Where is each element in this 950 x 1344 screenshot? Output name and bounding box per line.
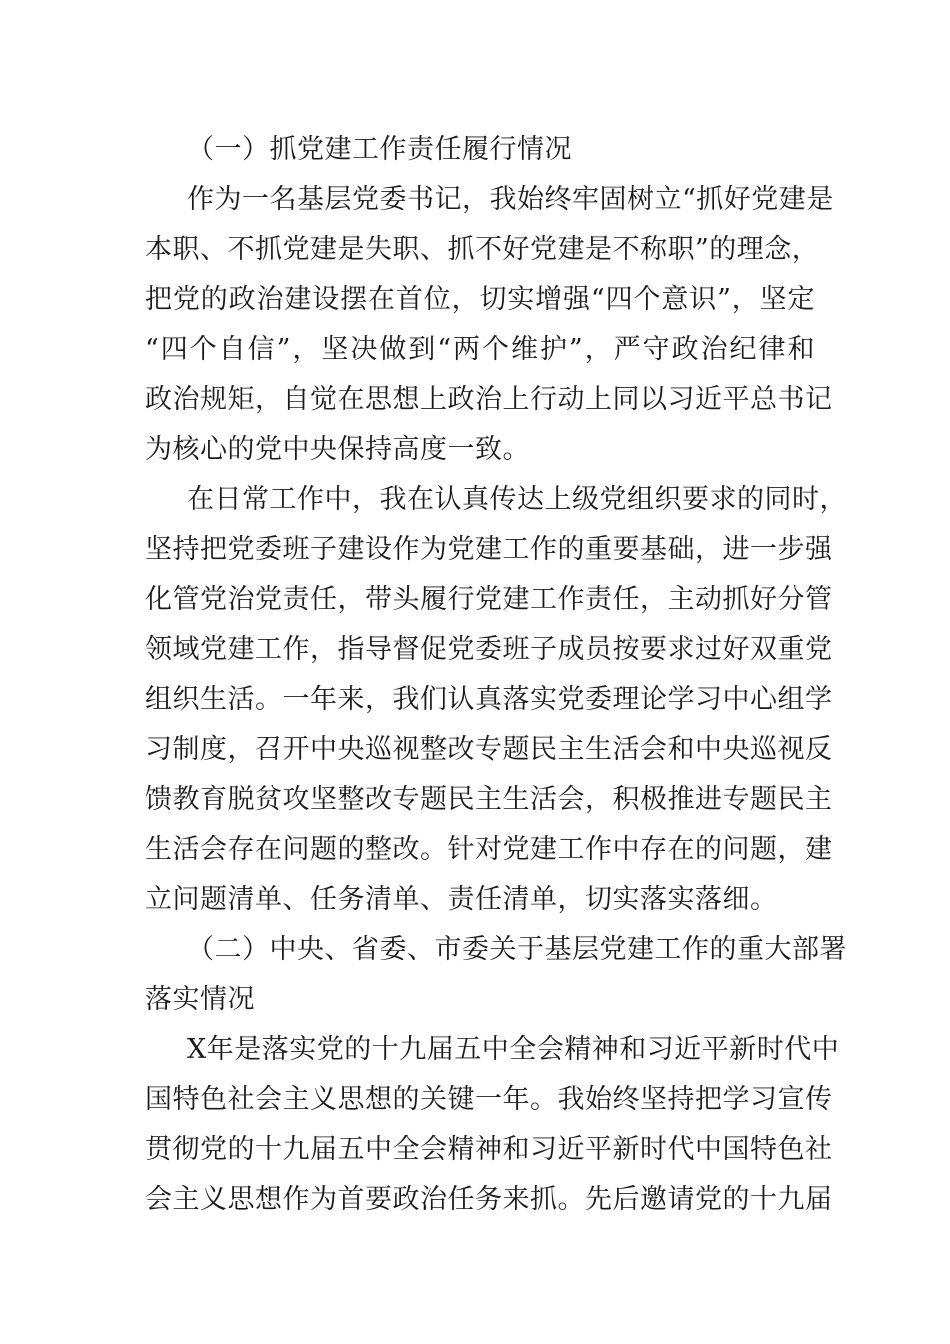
paragraph-3-line-3: 贯彻党的十九届五中全会精神和习近平新时代中国特色社 <box>145 1134 833 1165</box>
paragraph-2-line-2: 坚持把党委班子建设作为党建工作的重要基础，进一步强 <box>145 534 833 565</box>
paragraph-1-line-3: 把党的政治建设摆在首位，切实增强“四个意识”，坚定 <box>145 284 815 315</box>
paragraph-2-line-7: 馈教育脱贫攻坚整改专题民主生活会，积极推进专题民主 <box>145 784 833 815</box>
section-heading-2-line-1: （二）中央、省委、市委关于基层党建工作的重大部署 <box>187 934 847 965</box>
paragraph-1-line-1: 作为一名基层党委书记，我始终牢固树立“抓好党建是 <box>187 184 834 215</box>
paragraph-2-line-9: 立问题清单、任务清单、责任清单，切实落实落细。 <box>145 884 778 915</box>
paragraph-2-line-6: 习制度，召开中央巡视整改专题民主生活会和中央巡视反 <box>145 734 833 765</box>
paragraph-1-line-6: 为核心的党中央保持高度一致。 <box>145 434 530 465</box>
section-heading-2-line-2: 落实情况 <box>145 984 255 1015</box>
paragraph-2-line-3: 化管党治党责任，带头履行党建工作责任，主动抓好分管 <box>145 584 833 615</box>
paragraph-2-line-1: 在日常工作中，我在认真传达上级党组织要求的同时， <box>187 484 847 515</box>
paragraph-1-line-2: 本职、不抓党建是失职、抓不好党建是不称职”的理念， <box>145 234 820 265</box>
section-heading-1: （一）抓党建工作责任履行情况 <box>187 134 572 165</box>
paragraph-2-line-5: 组织生活。一年来，我们认真落实党委理论学习中心组学 <box>145 684 833 715</box>
paragraph-1-line-4: “四个自信”，坚决做到“两个维护”，严守政治纪律和 <box>145 334 815 365</box>
paragraph-3-line-4: 会主义思想作为首要政治任务来抓。先后邀请党的十九届 <box>145 1184 833 1215</box>
paragraph-3-line-2: 国特色社会主义思想的关键一年。我始终坚持把学习宣传 <box>145 1084 833 1115</box>
paragraph-2-line-8: 生活会存在问题的整改。针对党建工作中存在的问题，建 <box>145 834 833 865</box>
paragraph-3-line-1: X年是落实党的十九届五中全会精神和习近平新时代中 <box>187 1034 840 1065</box>
paragraph-2-line-4: 领域党建工作，指导督促党委班子成员按要求过好双重党 <box>145 634 833 665</box>
paragraph-1-line-5: 政治规矩，自觉在思想上政治上行动上同以习近平总书记 <box>145 384 833 415</box>
